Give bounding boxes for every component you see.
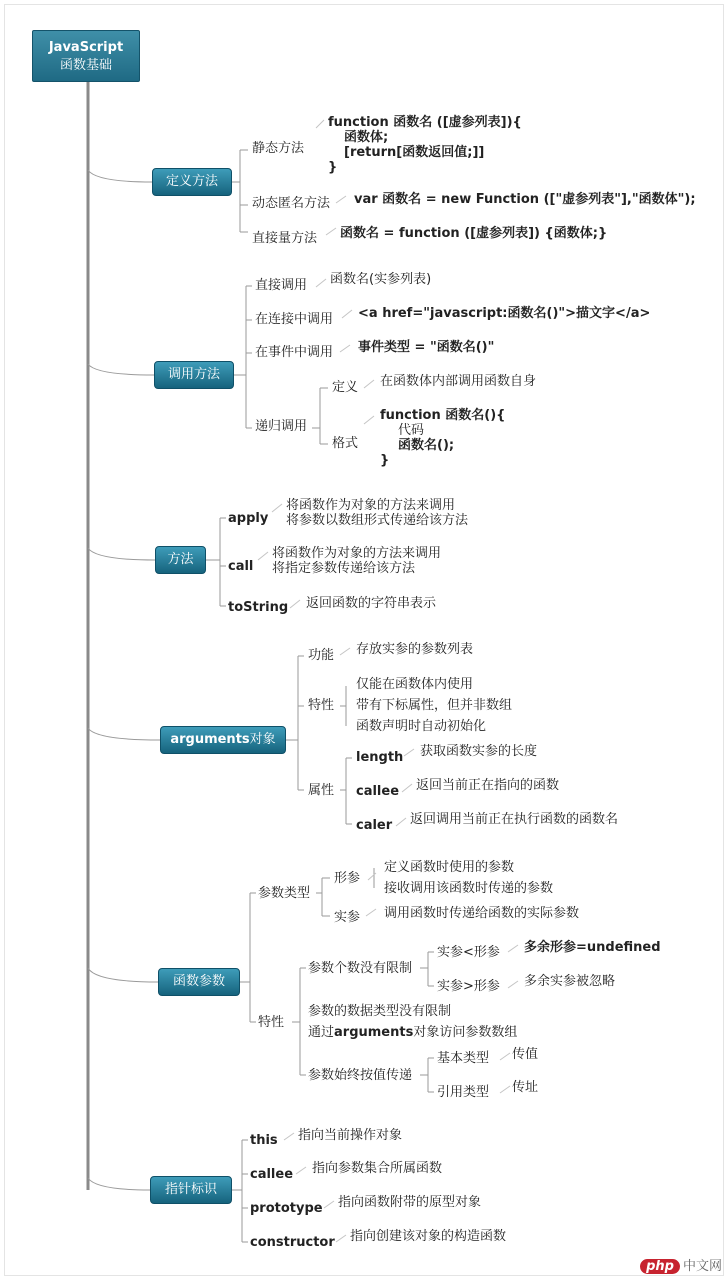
invoke-event-label: 在事件中调用 [255,345,334,360]
recursive-code-1: function 函数名(){ [380,408,506,423]
params-via [308,1025,517,1040]
method-call-line-2: 将指定参数传递给该方法 [272,561,416,576]
params-actual-text: 调用函数时传递给函数的实际参数 [384,906,580,921]
recursive-code-2: 代码 [398,423,425,438]
params-formal-label: 形参 [334,871,361,886]
params-formal-line-2: 接收调用该函数时传递的参数 [384,881,554,896]
define-literal-label: 直接量方法 [252,231,318,246]
invoke-recursive-label: 递归调用 [255,419,308,434]
params-gt-label: 实参>形参 [437,979,500,994]
params-byval-label: 参数始终按值传递 [308,1068,413,1083]
node-invoke: 调用方法 [154,361,234,389]
pointer-callee-text: 指向参数集合所属函数 [312,1161,443,1176]
recursive-fmt-label: 格式 [332,436,359,451]
php-site-name: 中文网 [682,1259,722,1274]
php-logo: php [640,1259,680,1274]
params-types-label: 参数类型 [258,886,311,901]
pointer-prototype-text: 指向函数附带的原型对象 [338,1195,482,1210]
define-anon-label: 动态匿名方法 [252,196,331,211]
define-static-code-2: 函数体; [344,130,389,145]
params-lt-text: 多余形参=undefined [524,940,661,955]
root-title: JavaScript [48,40,124,55]
args-func-label: 功能 [308,648,335,663]
params-via-pre: 通过 [308,1025,335,1040]
args-feature-label: 特性 [308,698,335,713]
pointer-prototype-label: prototype [250,1201,323,1216]
params-actual-label: 实参 [334,910,361,925]
method-apply-line-2: 将参数以数组形式传递给该方法 [286,513,469,528]
invoke-direct-label: 直接调用 [255,278,308,293]
args-caler-text: 返回调用当前正在执行函数的函数名 [410,812,619,827]
method-apply-line-1: 将函数作为对象的方法来调用 [286,498,456,513]
node-arguments [160,726,286,754]
params-ref-text: 传址 [512,1080,539,1095]
php-watermark [640,1255,722,1274]
root-subtitle: 函数基础 [59,58,112,73]
node-arguments-bold: arguments [170,732,250,747]
method-apply-label: apply [228,511,269,526]
define-static-label: 静态方法 [252,141,305,156]
root-node [32,30,140,82]
args-callee-text: 返回当前正在指向的函数 [416,778,560,793]
method-call-line-1: 将函数作为对象的方法来调用 [272,546,442,561]
recursive-def-text: 在函数体内部调用函数自身 [380,374,537,389]
node-params: 函数参数 [158,968,240,996]
invoke-link-text: <a href="javascript:函数名()">描文字</a> [358,306,651,321]
method-call-label: call [228,559,254,574]
args-prop-label: 属性 [308,783,335,798]
recursive-code-4: } [380,453,390,468]
node-arguments-rest: 对象 [249,732,276,747]
define-literal-code: 函数名 = function ([虚参列表]) {函数体;} [340,226,608,241]
node-define: 定义方法 [152,168,232,196]
params-ref-label: 引用类型 [437,1085,490,1100]
define-static-code-3: [return[函数返回值;]] [344,145,485,160]
node-pointer: 指针标识 [150,1176,232,1204]
node-methods: 方法 [155,546,206,574]
invoke-direct-text: 函数名(实参列表) [330,272,432,287]
pointer-this-label: this [250,1133,278,1148]
params-basic-text: 传值 [512,1047,539,1062]
method-tostring-label: toString [228,600,289,615]
args-length-label: length [356,750,404,765]
params-formal-line-1: 定义函数时使用的参数 [384,860,515,875]
params-dtype: 参数的数据类型没有限制 [308,1004,452,1019]
pointer-constructor-text: 指向创建该对象的构造函数 [350,1229,507,1244]
invoke-event-text: 事件类型 = "函数名()" [358,340,495,355]
args-length-text: 获取函数实参的长度 [420,744,538,759]
params-traits-label: 特性 [258,1015,285,1030]
define-static-code-1: function 函数名 ([虚参列表]){ [328,115,522,130]
args-caler-label: caler [356,818,393,833]
args-func-text: 存放实参的参数列表 [356,642,474,657]
params-via-post: 对象访问参数数组 [413,1025,518,1040]
args-feature-line-1: 仅能在函数体内使用 [356,677,474,692]
args-feature-line-2: 带有下标属性，但并非数组 [356,698,513,713]
params-gt-text: 多余实参被忽略 [524,974,616,989]
args-callee-label: callee [356,784,400,799]
params-via-bold: arguments [334,1025,414,1040]
params-basic-label: 基本类型 [437,1051,490,1066]
define-anon-code: var 函数名 = new Function (["虚参列表"],"函数体"); [354,192,696,207]
args-feature-line-3: 函数声明时自动初始化 [356,719,487,734]
invoke-link-label: 在连接中调用 [255,312,334,327]
pointer-constructor-label: constructor [250,1235,335,1250]
method-tostring-text: 返回函数的字符串表示 [306,596,437,611]
pointer-callee-label: callee [250,1167,294,1182]
define-static-code-4: } [328,160,338,175]
pointer-this-text: 指向当前操作对象 [298,1128,403,1143]
params-count-label: 参数个数没有限制 [308,961,413,976]
params-lt-label: 实参<形参 [437,945,500,960]
recursive-code-3: 函数名(); [398,438,455,453]
recursive-def-label: 定义 [332,380,359,395]
